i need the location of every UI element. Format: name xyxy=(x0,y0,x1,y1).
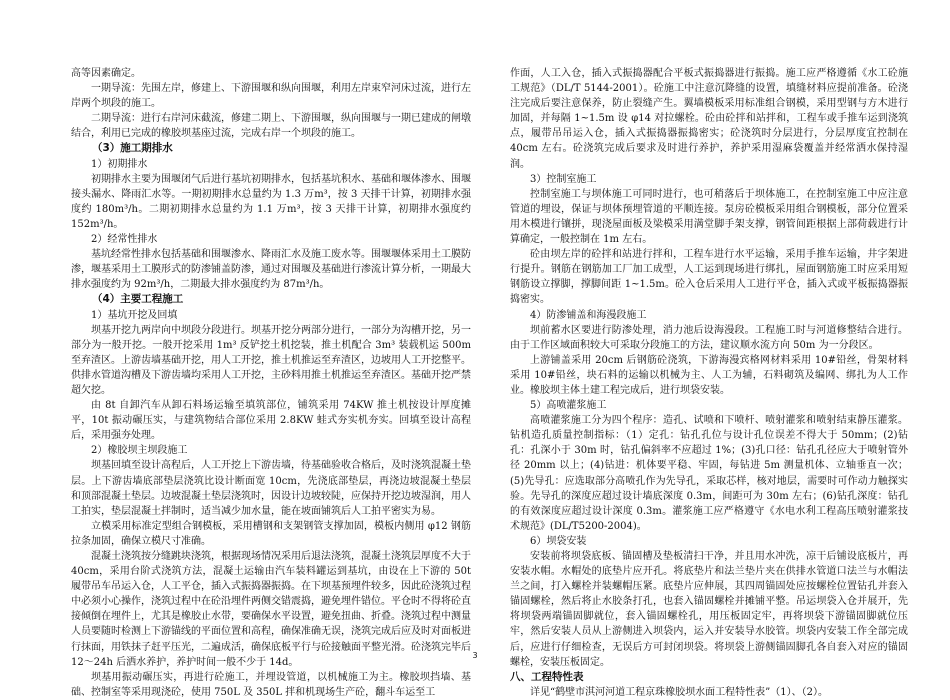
paragraph: 2）经常性排水 xyxy=(91,234,158,246)
paragraph: 初期排水主要为围堰闭气后进行基坑初期排水，包括基坑积水、基础和堰体渗水、围堰接头漏水、降雨汇水等。一期初期排水总量约为 1.3 万m³，按 3 天排干计算，初期排水强度约 180m³/h。二期初期排水总量约为 1.1 万m³，按 3 天排干计算，初期排水强度约 152m³/h。 xyxy=(71,173,471,230)
paragraph: 6）坝袋安装 xyxy=(530,535,587,547)
paragraph: 1）初期排水 xyxy=(91,158,148,170)
paragraph: 4）防渗铺盖和海漫段施工 xyxy=(530,309,647,321)
section-heading: （4）主要工程施工 xyxy=(92,293,184,306)
paragraph: 2）橡胶坝主坝段施工 xyxy=(91,445,188,457)
section-heading: （3）施工期排水 xyxy=(92,142,173,155)
paragraph: 5）高喷灌浆施工 xyxy=(530,400,607,412)
paragraph: 混凝土浇筑按分缝跳块浇筑，根据现场情况采用后退法浇筑，混凝土浇筑层厚度不大于 40cm，采用台阶式浇筑方法，混凝土运输由汽车装料罐运到基坑，由设在上下游的 50t 履带吊车吊运入仓，人工平仓，插入式振捣器振捣。在下坝基预埋件较多，因此砼浇筑过程中必须小心操作，浇筑过程中在砼沿埋件两侧交错震捣，避免埋件错位。平仓时不得将砼直接倾倒在埋件上，尤其是橡胶止水带，要确保水平设置，避免扭曲、折叠。浇筑过程中测量人员要随时检测上下游锚线的平面位置和高程，确保准确无误，浇筑完成后应及时对面板进行抹面，用铁抹子赶平压光，二遍成活，确保底板平行与砼接触面平整光滑。砼浇筑完毕后 12～24h 后洒水养护，养护时间一般不少于 14d。 xyxy=(71,551,471,668)
paragraph: 控制室施工与坝体施工可同时进行，也可稍落后于坝体施工，在控制室施工中应注意管道的埋设，保证与坝体预埋管道的平顺连接。泵房砼模板采用组合钢模板，部分位置采用木模进行镶拼，现浇屋面板及梁模采用满堂脚手架支撑，钢管间距根据上部荷载进行计算确定，一般控制在 1m 左右。 xyxy=(510,188,908,246)
left-column xyxy=(71,66,471,700)
paragraph: 上游铺盖采用 20cm 后钢筋砼浇筑，下游海漫宾格网材料采用 10#铅丝，骨架材料采用 10#铅丝，块石料的运输以机械为主、人工为辅，石料砌筑及编网、绑扎为人工作业。橡胶坝主体土建工程完成后，进行坝袋安装。 xyxy=(510,354,908,396)
paragraph: 二期导流：进行右岸河床截流，修建二期上、下游围堰，纵向围堰与一期已建成的闸墩结合，利用已完成的橡胶坝基座过流，完成右岸一个坝段的施工。 xyxy=(71,113,471,140)
paragraph: 高等因素确定。 xyxy=(71,68,141,79)
paragraph: 立模采用标准定型组合钢模板，采用槽钢和支架钢管支撑加固，模板内侧用 φ12 钢筋拉条加固，确保立模尺寸准确。 xyxy=(71,520,471,547)
paragraph: 坝基回填至设计高程后，人工开挖上下游齿墙，待基础验收合格后，及时浇筑混凝土垫层。上下游齿墙底部垫层浇筑比设计断面宽 10cm，先浇底部垫层，再浇边坡混凝土垫层和顶部混凝土垫层。边坡混凝土垫层浇筑时，因设计边坡较陡，应保持开挖边坡湿润，用人工拍实，垫层混凝土拌制时，适当减少加水量，能在坡面铺筑后人工拍平密实为易。 xyxy=(71,460,471,517)
paragraph: 坝基用振动碾压实，再进行砼施工，并埋设管道，以机械施工为主。橡胶坝挡墙、基础、控制室等采用现浇砼，使用 750L 及 350L 拌和机现场生产砼，翻斗车运至工 xyxy=(71,671,471,698)
paragraph: 1）基坑开挖及回填 xyxy=(91,309,178,321)
paragraph: 高喷灌浆施工分为四个程序：造孔、试喷和下喷杆、喷射灌浆和喷射结束静压灌浆。钻机造孔质量控制指标：（1）定孔：钻孔孔位与设计孔位误差不得大于 50mm；(2)钻孔：孔深小于 30m 时，钻孔偏斜率不应超过 1%；(3)孔口径：钻孔孔径应大于喷射管外径 20mm 以上；(4)钻进：机体要平稳、牢固，每钻进 5m 测量机体、立轴垂直一次；(5)先导孔：应选取部分高喷孔作为先导孔，采取芯样，核对地层，需要时可作动力触探实验。先导孔的深度应超过设计墙底深度 0.3m，间距可为 30m 左右；(6)钻孔深度：钻孔的有效深度应超过设计深度 0.3m。灌浆施工应严格遵守《水电水利工程高压喷射灌浆技术规范》(DL/T5200-2004)。 xyxy=(510,415,908,532)
paragraph: 坝前蓄水区要进行防渗处理，消力池后设海漫段。工程施工时与河道修整结合进行。由于工作区域面积较大可采取分段施工的方法，建议顺水流方向 50m 为一分段区。 xyxy=(510,324,908,351)
paragraph: 由 8t 自卸汽车从卸石料场运输至填筑部位，铺筑采用 74KW 推土机按设计厚度摊平，10t 振动碾压实，与建筑物结合部位采用 2.8KW 蛙式夯实机夯实。回填至设计高程后，采用强夯处理。 xyxy=(71,400,471,442)
paragraph: 坝基开挖九两岸向中坝段分段进行。坝基开挖分两部分进行，一部分为沟槽开挖，另一部分为一般开挖。一般开挖采用 1m³ 反铲挖土机挖装，推土机配合 3m³ 装载机运 500m 至弃渣区。上游齿墙基础开挖，用人工开挖，推土机推运至弃渣区，边坡用人工开挖整平。供排水管道沟槽及下游齿墙均采用人工开挖，主砂料用推土机推运至弃渣区。基础开挖严禁超欠挖。 xyxy=(71,324,471,396)
right-column xyxy=(510,66,908,700)
paragraph: 作面，人工入仓，插入式振捣器配合平板式振捣器进行振捣。施工应严格遵循《水工砼施工规范》（DL/T 5144-2001）。砼施工中注意沉降缝的设置，填缝材料应提前准备。砼浇注完成后要注意保养，防止裂缝产生。翼墙模板采用标准组合钢模，采用型钢与方木进行加固，并每隔 1~1.5m 设 φ14 对拉螺栓。砼由砼拌和站拌和，工程车或手推车运到浇筑点，履带吊吊运入仓，插入式振捣器振捣密实；砼浇筑时分层进行，分层厚度宜控制在 40cm 左右。砼浇筑完成后要求及时进行养护，养护采用湿麻袋覆盖并经常洒水保持湿润。 xyxy=(510,68,908,170)
paragraph: 安装前将坝袋底板、锚固槽及垫板清扫干净，并且用水冲洗，凉干后铺设底板片，再安装水帽。水帽处的底垫片应开孔。将底垫片和法兰垫片夹在供排水管道口法兰与水帽法兰之间，打入螺栓并装螺帽压紧。底垫片应伸展，其四周锚固处应按螺栓位置钻孔并套入锚固螺栓，然后将止水胶条打孔，也套入锚固螺栓并摊铺平整。吊运坝袋入仓并展开，先将坝袋两端锚固脚就位，套入锚固螺栓孔，用压板固定牢，再将坝袋下游锚固脚就位压牢，然后安装人员从上游侧进入坝袋内，运入并安装导水胶管。坝袋内安装工作全部完成后，应进行仔细检查，无误后方可封闭坝袋。将坝袋上游侧锚固脚孔各自套入对应的锚固螺栓，安装压板固定。 xyxy=(510,551,908,668)
paragraph: 详见“鹤壁市淇河河道工程京珠橡胶坝水面工程特性表”（1）、（2）。 xyxy=(530,686,828,698)
paragraph: 3）控制室施工 xyxy=(530,173,597,185)
section-heading: 八、工程特性表 xyxy=(510,670,584,683)
paragraph: 基坑经常性排水包括基础和围堰渗水、降雨汇水及施工废水等。围堰堰体采用土工膜防渗，堰基采用土工膜形式的防渗铺盖防渗，通过对围堰及基础进行渗流计算分析，一期最大排水强度约为 92m³/h，二期最大排水强度约为 87m³/h。 xyxy=(71,249,471,291)
page-number: 3 xyxy=(472,651,478,660)
paragraph: 砼由坝左岸的砼拌和站进行拌和，工程车进行水平运输，采用手推车运输，井字架进行提升。钢筋在钢筋加工厂加工成型，人工运到现场进行绑扎，屋面钢筋施工时应采用短钢筋设立撑脚，撑脚间距 1~1.5m。砼入仓后采用人工进行平仓，插入式或平板振捣器振捣密实。 xyxy=(510,249,908,306)
paragraph: 一期导流：先围左岸，修建上、下游围堰和纵向围堰，利用左岸束窄河床过流，进行左岸两个坝段的施工。 xyxy=(71,83,471,110)
